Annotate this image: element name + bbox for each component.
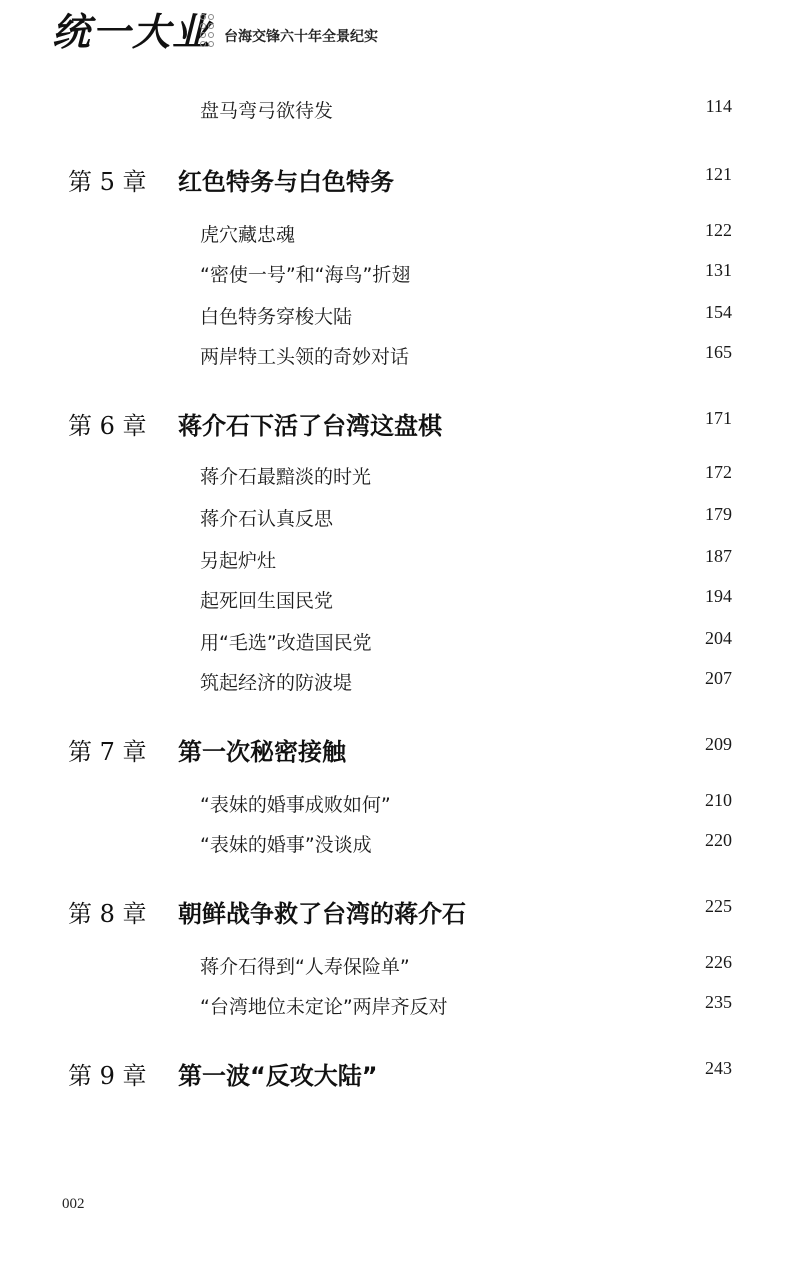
chapter-title: 第一次秘密接触: [178, 738, 346, 766]
toc-page-number: 154: [705, 302, 732, 322]
chapter-number: 第 5 章: [68, 168, 147, 196]
section-title: “密使一号”和“海鸟”折翅: [200, 264, 411, 286]
toc-page-number: 235: [705, 992, 732, 1012]
toc-page-number: 122: [705, 220, 732, 240]
section-title: 虎穴藏忠魂: [200, 224, 296, 246]
section-title: 另起炉灶: [200, 550, 277, 572]
section-title: “表妹的婚事成败如何”: [200, 794, 391, 816]
toc-page-number: 207: [705, 668, 732, 688]
toc-page-number: 210: [705, 790, 732, 810]
section-title: 盘马弯弓欲待发: [200, 100, 334, 122]
chapter-title: 蒋介石下活了台湾这盘棋: [178, 412, 442, 440]
toc-page-number: 220: [705, 830, 732, 850]
toc-page-number: 131: [705, 260, 732, 280]
section-title: 蒋介石得到“人寿保险单”: [200, 956, 410, 978]
section-title: “表妹的婚事”没谈成: [200, 834, 372, 856]
running-header: [52, 10, 412, 58]
toc-page-number: 243: [705, 1058, 732, 1078]
toc-page-number: 187: [705, 546, 732, 566]
chapter-title: 朝鲜战争救了台湾的蒋介石: [178, 900, 466, 928]
section-title: 蒋介石最黯淡的时光: [200, 466, 372, 488]
page-number: 002: [62, 1196, 85, 1212]
section-title: 两岸特工头领的奇妙对话: [200, 346, 410, 368]
section-title: 筑起经济的防波堤: [200, 672, 353, 694]
toc-page-number: 171: [705, 408, 732, 428]
chapter-number: 第 6 章: [68, 412, 147, 440]
section-title: “台湾地位未定论”两岸齐反对: [200, 996, 448, 1018]
toc-page-number: 165: [705, 342, 732, 362]
chapter-number: 第 9 章: [68, 1062, 147, 1090]
section-title: 用“毛选”改造国民党: [200, 632, 372, 654]
toc-page-number: 226: [705, 952, 732, 972]
section-title: 起死回生国民党: [200, 590, 334, 612]
toc-page-number: 179: [705, 504, 732, 524]
toc-page-number: 194: [705, 586, 732, 606]
section-title: 白色特务穿梭大陆: [200, 306, 353, 328]
toc-page-number: 209: [705, 734, 732, 754]
chapter-number: 第 8 章: [68, 900, 147, 928]
chapter-title: 第一波“反攻大陆”: [178, 1062, 378, 1090]
toc-page-number: 172: [705, 462, 732, 482]
toc-page-number: 121: [705, 164, 732, 184]
toc-page-number: 114: [705, 96, 732, 116]
decorative-dots: [200, 14, 214, 54]
book-subtitle: 台海交锋六十年全景纪实: [224, 29, 378, 45]
toc-page-number: 225: [705, 896, 732, 916]
toc-page-number: 204: [705, 628, 732, 648]
chapter-title: 红色特务与白色特务: [178, 168, 394, 196]
chapter-number: 第 7 章: [68, 738, 147, 766]
section-title: 蒋介石认真反思: [200, 508, 334, 530]
book-logo: 统一大业: [52, 9, 213, 54]
